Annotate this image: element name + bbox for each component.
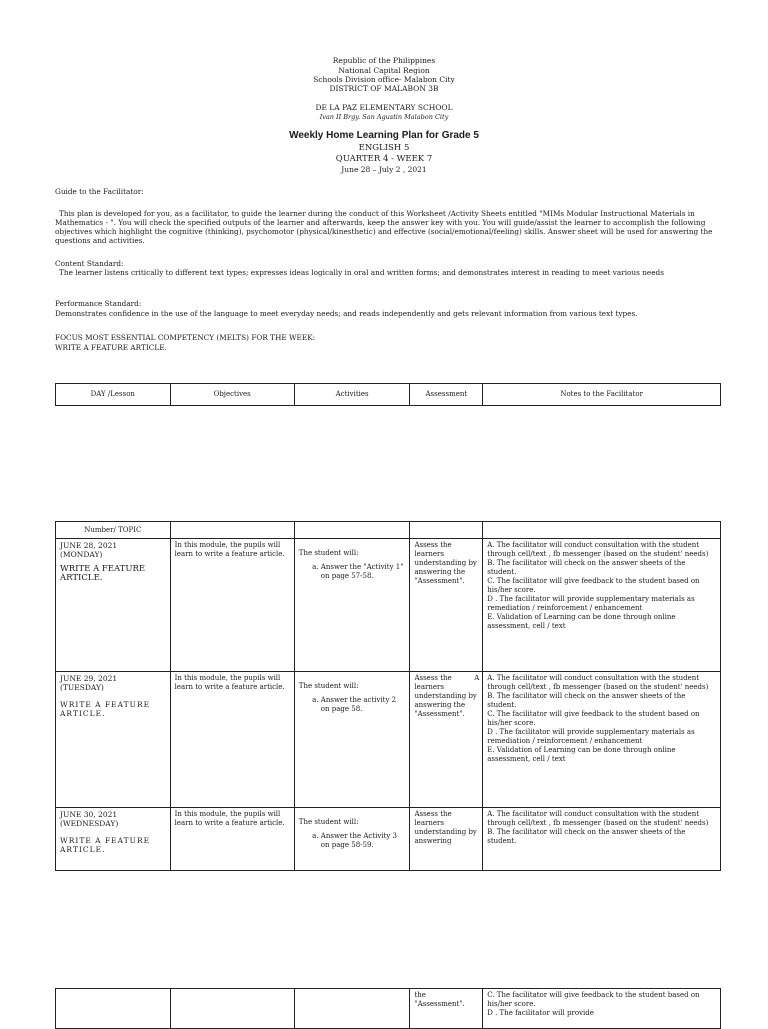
table-row <box>56 808 721 871</box>
guide-body: This plan is developed for you, as a facilitator, to guide the learner during the conduct of this Worksheet /Activity Sheets entitled "MIMs Modular Instructional Materials in Mathematics - ". You will check the specified outputs of the learner and afterwards, keep the answer key with you. You will guide/assist the learner to accomplish the following objectives which highlight the cognitive (thinking), psychomotor (physical/kinesthetic) and effective (social/emotional/feeling) skills. Answer sheet will be used for answering the questions and activities. <box>55 209 713 245</box>
assessment-cell <box>410 672 483 808</box>
focus-competency-title: WRITE A FEATURE ARTICLE. <box>55 343 167 352</box>
assessment-text: Assess the learners understanding by answering the "Assessment". <box>414 674 477 718</box>
day-cell <box>56 672 171 808</box>
activity-cell <box>294 672 410 808</box>
day-topic: WRITE A FEATURE ARTICLE. <box>60 836 151 854</box>
activity-item: a. Answer the activity 2 on page 58. <box>321 696 406 714</box>
activity-item: a. Answer the "Activity 1" on page 57-58. <box>321 563 406 581</box>
header-day-lesson: DAY /Lesson <box>56 384 171 406</box>
assessment-cell <box>410 808 483 871</box>
note-item: B. The facilitator will check on the answer sheets of the student. <box>487 692 686 709</box>
note-item: D . The facilitator will provide <box>487 1009 594 1017</box>
objective-text: In this module, the pupils will learn to write a feature article. <box>174 674 285 691</box>
header-assessment: Assessment <box>410 384 483 406</box>
assessment-text: the "Assessment". <box>414 991 465 1008</box>
header-region: National Capital Region <box>338 66 430 75</box>
note-item: D . The facilitator will provide supplementary materials as remediation / reinforcement / enhancement <box>487 728 695 745</box>
objective-cell <box>170 808 294 871</box>
activity-intro: The student will: <box>298 682 359 690</box>
table-row <box>56 989 721 1029</box>
plan-table <box>55 521 721 871</box>
day-cell <box>56 539 171 672</box>
header-objectives: Objectives <box>170 384 294 406</box>
day-date: JUNE 28, 2021 <box>60 541 118 550</box>
objective-text: In this module, the pupils will learn to write a feature article. <box>174 810 285 827</box>
assessment-text: Assess the learners understanding by answering the "Assessment". <box>414 541 477 585</box>
objective-text: In this module, the pupils will learn to write a feature article. <box>174 541 285 558</box>
subject-label: ENGLISH 5 <box>358 143 410 153</box>
day-cell <box>56 808 171 871</box>
table-row <box>56 539 721 672</box>
day-date: JUNE 30, 2021 <box>60 810 118 819</box>
day-topic: WRITE A FEATURE ARTICLE. <box>60 700 151 718</box>
day-weekday: (MONDAY) <box>60 550 103 559</box>
notes-cell <box>483 539 721 672</box>
activity-item: a. Answer the Activity 3 on page 58-59. <box>321 832 406 850</box>
note-item: A. The facilitator will conduct consultation with the student through cell/text , fb messenger (based on the student' needs) <box>487 674 709 691</box>
content-standard-body: The learner listens critically to different text types; expresses ideas logically in oral and written forms; and demonstrates interest in reading to meet various needs <box>59 268 664 277</box>
header-notes: Notes to the Facilitator <box>483 384 721 406</box>
activity-intro: The student will: <box>298 549 359 557</box>
header-republic: Republic of the Philippines <box>332 56 436 65</box>
quarter-label: QUARTER 4 - WEEK 7 <box>335 154 433 164</box>
day-date: JUNE 29, 2021 <box>60 674 118 683</box>
day-weekday: (WEDNESDAY) <box>60 819 119 828</box>
objective-cell <box>170 539 294 672</box>
note-item: A. The facilitator will conduct consultation with the student through cell/text , fb messenger (based on the student' needs) <box>487 541 709 558</box>
notes-cell <box>483 989 721 1029</box>
page-title: Weekly Home Learning Plan for Grade 5 <box>289 130 479 141</box>
note-item: D . The facilitator will provide supplementary materials as remediation / reinforcement / enhancement <box>487 595 695 612</box>
activity-intro: The student will: <box>298 818 359 826</box>
note-item: C. The facilitator will give feedback to the student based on his/her score. <box>487 710 700 727</box>
activity-cell <box>294 539 410 672</box>
guide-heading: Guide to the Facilitator: <box>55 187 144 196</box>
note-item: E. Validation of Learning can be done through online assessment, cell / text <box>487 746 676 763</box>
plan-header-table <box>55 383 721 406</box>
note-item: B. The facilitator will check on the answer sheets of the student. <box>487 559 686 576</box>
school-name: DE LA PAZ ELEMENTARY SCHOOL <box>315 103 453 112</box>
day-weekday: (TUESDAY) <box>60 683 104 692</box>
school-address: Ivan II Brgy. San Agustin Malabon City <box>319 113 449 121</box>
number-topic-header: Number/ TOPIC <box>56 522 171 539</box>
header-activities: Activities <box>294 384 410 406</box>
assessment-marker: A <box>474 674 480 682</box>
day-topic: WRITE A FEATURE ARTICLE. <box>60 564 146 583</box>
date-range: June 28 – July 2 , 2021 <box>341 165 427 174</box>
note-item: E. Validation of Learning can be done through online assessment, cell / text <box>487 613 676 630</box>
performance-standard-heading: Performance Standard: <box>55 299 142 308</box>
header-division: Schools Division office- Malabon City <box>313 75 455 84</box>
notes-cell <box>483 808 721 871</box>
assessment-cell <box>410 539 483 672</box>
note-item: C. The facilitator will give feedback to the student based on his/her score. <box>487 991 700 1008</box>
header-district: DISTRICT OF MALABON 3B <box>329 84 439 93</box>
assessment-cell <box>410 989 483 1029</box>
note-item: A. The facilitator will conduct consultation with the student through cell/text , fb messenger (based on the student' needs) <box>487 810 709 827</box>
assessment-text: Assess the learners understanding by answering <box>414 810 477 845</box>
note-item: C. The facilitator will give feedback to the student based on his/her score. <box>487 577 700 594</box>
objective-cell <box>170 672 294 808</box>
plan-table-continuation <box>55 988 721 1029</box>
activity-cell <box>294 808 410 871</box>
note-item: B. The facilitator will check on the answer sheets of the student. <box>487 828 686 845</box>
focus-competency-heading: FOCUS MOST ESSENTIAL COMPETENCY (MELTS) FOR THE WEEK: <box>55 333 316 342</box>
table-row <box>56 672 721 808</box>
content-standard-heading: Content Standard: <box>55 259 124 268</box>
performance-standard-body: Demonstrates confidence in the use of the language to meet everyday needs; and reads independently and gets relevant information from various text types. <box>55 309 638 318</box>
notes-cell <box>483 672 721 808</box>
